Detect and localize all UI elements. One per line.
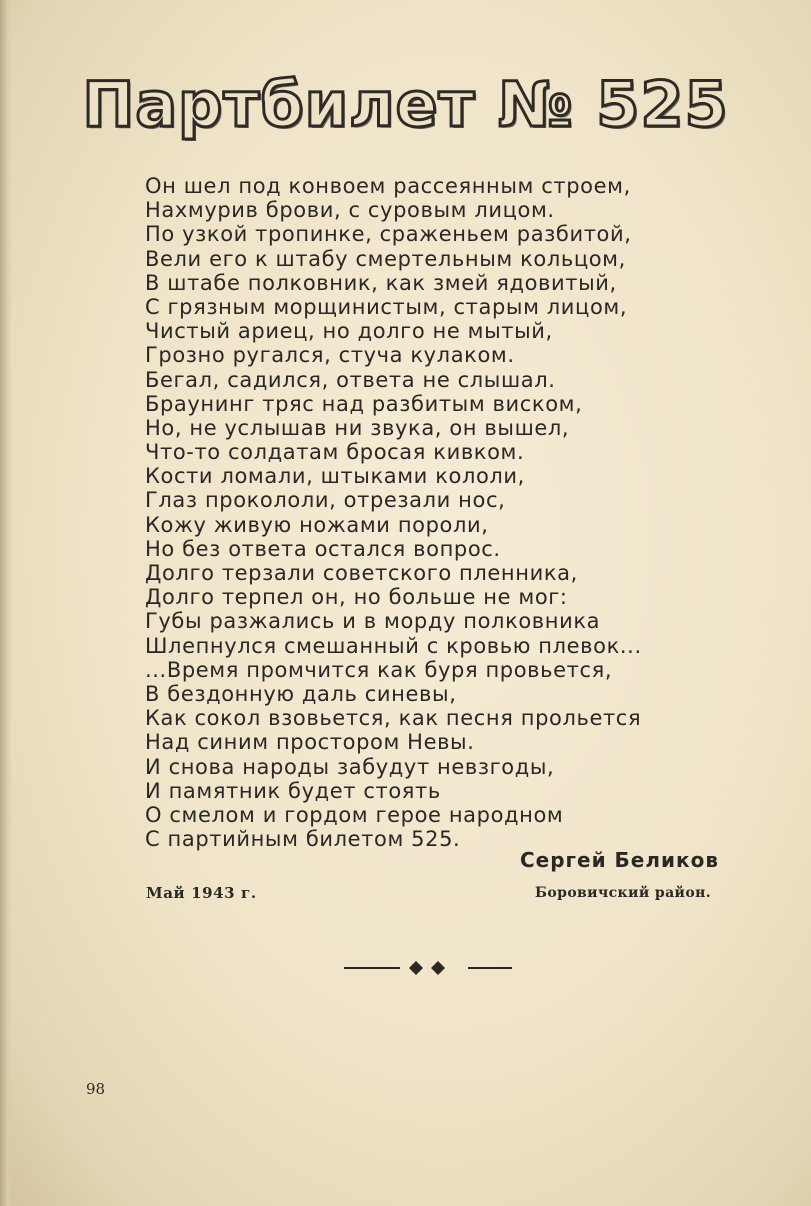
poem-line: Бегал, садился, ответа не слышал. <box>145 367 556 392</box>
poem-date: Май 1943 г. <box>146 884 257 902</box>
poem-line: Но, не услышав ни звука, он вышел, <box>145 415 570 440</box>
poem-line: Над синим простором Невы. <box>145 730 475 755</box>
poem-line: Чистый ариец, но долго не мытый, <box>145 319 553 344</box>
poem-line: Вели его к штабу смертельным кольцом, <box>145 246 626 271</box>
poem-line: Как сокол взовьется, как песня прольется <box>145 706 642 731</box>
poem-line: В штабе полковник, как змей ядовитый, <box>145 270 617 295</box>
diamond-icon <box>431 961 445 975</box>
poem-line: Долго терзали советского пленника, <box>145 561 578 585</box>
page-binding-edge <box>0 0 12 1206</box>
section-divider-ornament <box>342 958 514 978</box>
poem-line: По узкой тропинке, сраженьем разбитой, <box>145 222 632 247</box>
poem-line: Кожу живую ножами пороли, <box>145 512 489 537</box>
poem-line: С партийным билетом 525. <box>145 827 461 852</box>
poem-line: Что-то солдатам бросая кивком. <box>145 440 525 465</box>
poem-text <box>145 174 745 851</box>
poem-line: И снова народы забудут невзгоды, <box>145 754 555 779</box>
poem-line: Долго терпел он, но больше не мог: <box>145 585 568 610</box>
poem-line: Кости ломали, штыками кололи, <box>145 464 525 489</box>
page-title: Партбилет № 525 <box>82 68 729 141</box>
poem-line: С грязным морщинистым, старым лицом, <box>145 294 628 319</box>
page-number: 98 <box>86 1080 106 1098</box>
poem-line: Глаз прокололи, отрезали нос, <box>145 488 506 513</box>
poem-line: Но без ответа остался вопрос. <box>145 536 501 561</box>
poem-line: ...Время промчится как буря провьется, <box>145 657 613 682</box>
diamond-icon <box>409 961 423 975</box>
poem-author: Сергей Беликов <box>520 848 719 872</box>
poem-line: И памятник будет стоять <box>145 778 441 803</box>
poem-line: В бездонную даль синевы, <box>145 681 457 706</box>
poem-line: О смелом и гордом герое народном <box>145 802 564 827</box>
poem-line: Шлепнулся смешанный с кровью плевок... <box>145 633 642 658</box>
poem-line: Грозно ругался, стуча кулаком. <box>145 343 515 368</box>
poem-place: Боровичский район. <box>535 885 711 901</box>
poem-line: Он шел под конвоем рассеянным строем, <box>145 174 631 198</box>
poem-line: Браунинг тряс над разбитым виском, <box>145 391 583 416</box>
poem-line: Нахмурив брови, с суровым лицом. <box>145 198 555 223</box>
poem-line: Губы разжались и в морду полковника <box>145 609 601 634</box>
